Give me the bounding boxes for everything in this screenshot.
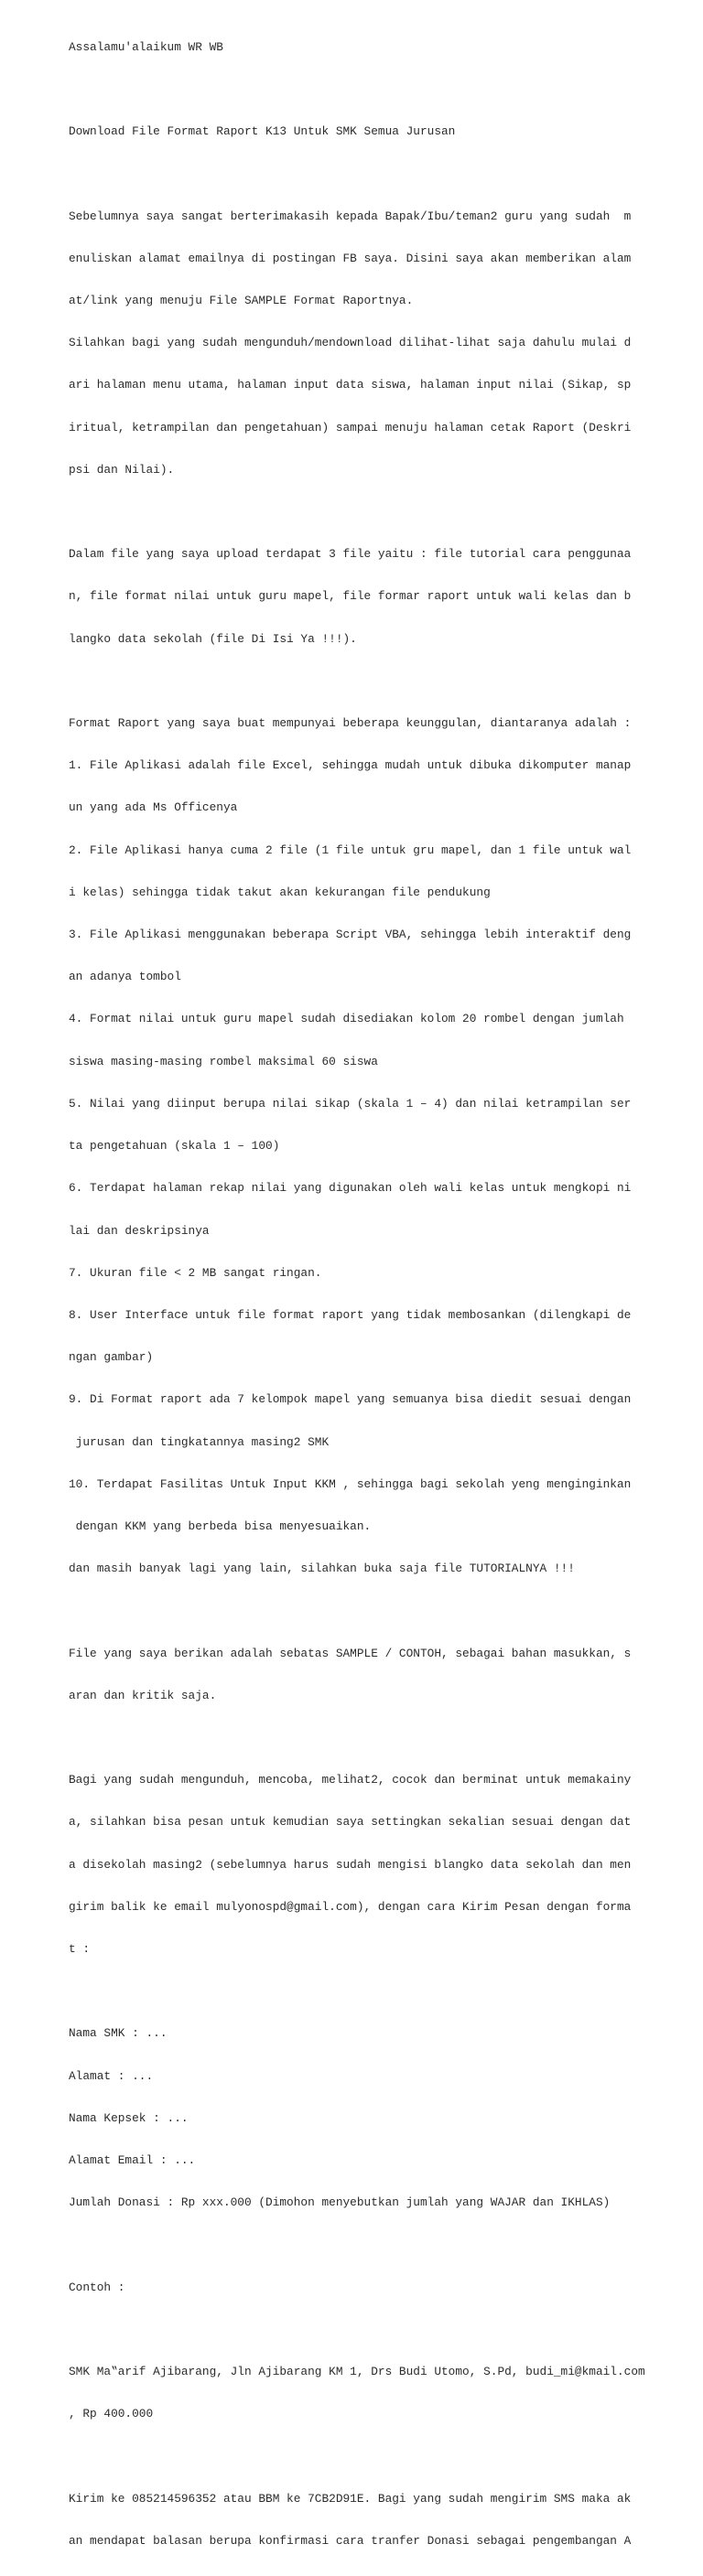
- text-line: Jumlah Donasi : Rp xxx.000 (Dimohon menyebutkan jumlah yang WAJAR dan IKHLAS): [69, 2195, 611, 2210]
- text-line: , Rp 400.000: [69, 2407, 154, 2421]
- text-line: ari halaman menu utama, halaman input data siswa, halaman input nilai (Sikap, sp: [69, 378, 632, 392]
- text-line: i kelas) sehingga tidak takut akan kekurangan file pendukung: [69, 885, 491, 899]
- text-line: dengan KKM yang berbeda bisa menyesuaikan.: [69, 1519, 372, 1533]
- text-line: iritual, ketrampilan dan pengetahuan) sampai menuju halaman cetak Raport (Deskri: [69, 420, 632, 435]
- text-line: enuliskan alamat emailnya di postingan FB saya. Disini saya akan memberikan alam: [69, 251, 632, 265]
- text-line: 3. File Aplikasi menggunakan beberapa Script VBA, sehingga lebih interaktif deng: [69, 928, 632, 942]
- text-line: [69, 1731, 645, 1744]
- text-line: 2. File Aplikasi hanya cuma 2 file (1 file untuk gru mapel, dan 1 file untuk wal: [69, 843, 632, 857]
- text-line: [69, 505, 645, 519]
- text-line: a disekolah masing2 (sebelumnya harus sudah mengisi blangko data sekolah dan men: [69, 1857, 632, 1872]
- text-line: File yang saya berikan adalah sebatas SAMPLE / CONTOH, sebagai bahan masukkan, s: [69, 1646, 632, 1660]
- text-line: a, silahkan bisa pesan untuk kemudian saya settingkan sekalian sesuai dengan dat: [69, 1815, 632, 1830]
- text-line: [69, 2449, 645, 2463]
- text-line: jurusan dan tingkatannya masing2 SMK: [69, 1434, 330, 1449]
- text-line: 5. Nilai yang diinput berupa nilai sikap (skala 1 – 4) dan nilai ketrampilan ser: [69, 1096, 632, 1111]
- text-line: 6. Terdapat halaman rekap nilai yang digunakan oleh wali kelas untuk mengkopi ni: [69, 1181, 632, 1196]
- text-line: siswa masing-masing rombel maksimal 60 siswa: [69, 1054, 378, 1068]
- text-line: [69, 674, 645, 688]
- text-line: 9. Di Format raport ada 7 kelompok mapel yang semuanya bisa diedit sesuai dengan: [69, 1392, 632, 1407]
- text-line: dan masih banyak lagi yang lain, silahkan buka saja file TUTORIALNYA !!!: [69, 1562, 575, 1576]
- text-line: 10. Terdapat Fasilitas Untuk Input KKM , sehingga bagi sekolah yeng menginginkan: [69, 1476, 632, 1491]
- text-line: Bagi yang sudah mengunduh, mencoba, melihat2, cocok dan berminat untuk memakainy: [69, 1773, 632, 1787]
- text-line: Nama SMK : ...: [69, 2026, 168, 2041]
- text-line: an adanya tombol: [69, 970, 181, 984]
- text-line: [69, 82, 645, 96]
- text-line: Sebelumnya saya sangat berterimakasih kepada Bapak/Ibu/teman2 guru yang sudah m: [69, 209, 632, 223]
- text-line: Assalamu'alaikum WR WB: [69, 39, 223, 54]
- text-line: Format Raport yang saya buat mempunyai beberapa keunggulan, diantaranya adalah :: [69, 716, 632, 731]
- text-line: Download File Format Raport K13 Untuk SMK Semua Jurusan: [69, 124, 456, 139]
- text-line: 4. Format nilai untuk guru mapel sudah disediakan kolom 20 rombel dengan jumlah: [69, 1012, 624, 1026]
- text-line: girim balik ke email mulyonospd@gmail.com), dengan cara Kirim Pesan dengan forma: [69, 1899, 632, 1914]
- text-line: Kirim ke 085214596352 atau BBM ke 7CB2D91E. Bagi yang sudah mengirim SMS maka ak: [69, 2491, 632, 2506]
- text-line: an mendapat balasan berupa konfirmasi cara tranfer Donasi sebagai pengembangan A: [69, 2533, 632, 2548]
- text-line: n, file format nilai untuk guru mapel, file formar raport untuk wali kelas dan b: [69, 589, 632, 604]
- text-line: ngan gambar): [69, 1350, 154, 1365]
- text-line: langko data sekolah (file Di Isi Ya !!!).: [69, 631, 357, 646]
- text-line: [69, 2238, 645, 2251]
- text-line: [69, 1604, 645, 1617]
- text-line: psi dan Nilai).: [69, 462, 175, 477]
- text-line: Silahkan bagi yang sudah mengunduh/mendownload dilihat-lihat saja dahulu mulai d: [69, 336, 632, 350]
- text-line: 8. User Interface untuk file format raport yang tidak membosankan (dilengkapi de: [69, 1307, 632, 1322]
- text-line: Dalam file yang saya upload terdapat 3 file yaitu : file tutorial cara penggunaa: [69, 547, 632, 562]
- text-line: [69, 1984, 645, 1998]
- text-line: at/link yang menuju File SAMPLE Format Raportnya.: [69, 294, 414, 308]
- text-line: t :: [69, 1941, 91, 1956]
- text-line: 7. Ukuran file < 2 MB sangat ringan.: [69, 1265, 322, 1280]
- text-line: Contoh :: [69, 2280, 125, 2294]
- text-line: aran dan kritik saja.: [69, 1688, 217, 1702]
- text-line: un yang ada Ms Officenya: [69, 800, 238, 815]
- text-line: [69, 2323, 645, 2336]
- text-line: ta pengetahuan (skala 1 – 100): [69, 1139, 280, 1154]
- text-line: lai dan deskripsinya: [69, 1223, 210, 1238]
- text-line: [69, 166, 645, 180]
- text-line: SMK Ma‟arif Ajibarang, Jln Ajibarang KM 1, Drs Budi Utomo, S.Pd, budi_mi@kmail.com: [69, 2364, 645, 2378]
- text-line: Alamat : ...: [69, 2068, 154, 2083]
- text-line: 1. File Aplikasi adalah file Excel, sehingga mudah untuk dibuka dikomputer manap: [69, 758, 632, 773]
- text-line: Alamat Email : ...: [69, 2152, 196, 2167]
- document-text: [69, 12, 645, 2576]
- text-line: Nama Kepsek : ...: [69, 2110, 189, 2125]
